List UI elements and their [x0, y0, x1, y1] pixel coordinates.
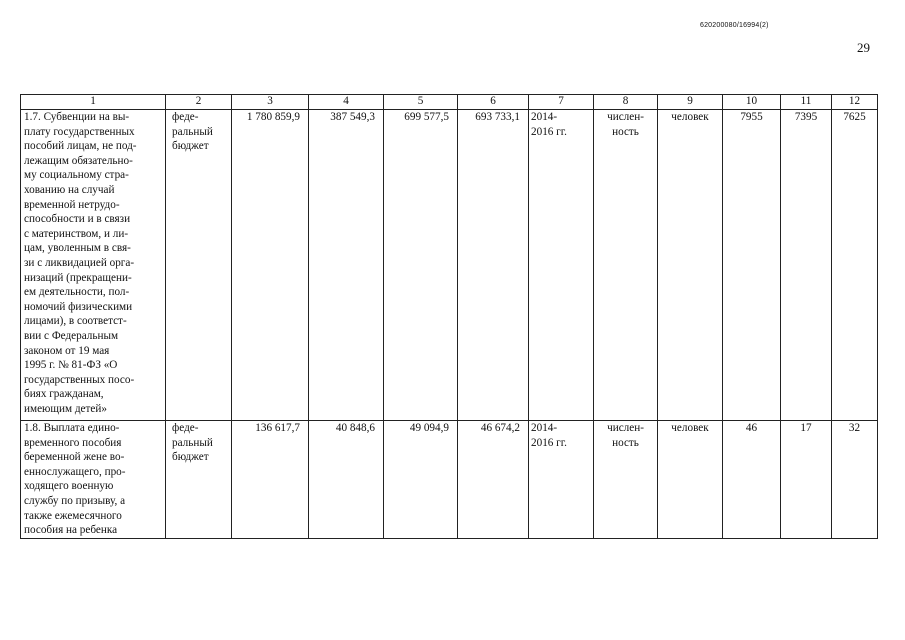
column-header: 10 [723, 95, 781, 110]
column-header: 11 [781, 95, 832, 110]
measure-label: 1.8. Выплата едино- временного пособия беременной жене во- еннослужащего, про- ходящего военную службу по призыву, а также ежемесячного пособия на ребенка [21, 421, 166, 539]
value-col12: 32 [832, 421, 878, 539]
unit: человек [658, 421, 723, 539]
total-amount: 1 780 859,9 [232, 110, 309, 421]
period: 2014- 2016 гг. [529, 421, 594, 539]
amount-col4: 40 848,6 [309, 421, 384, 539]
unit: человек [658, 110, 723, 421]
column-header: 2 [166, 95, 232, 110]
amount-col4: 387 549,3 [309, 110, 384, 421]
column-header: 7 [529, 95, 594, 110]
total-amount: 136 617,7 [232, 421, 309, 539]
amount-col6: 693 733,1 [458, 110, 529, 421]
funding-source: феде- ральный бюджет [166, 110, 232, 421]
column-number-row [21, 95, 878, 110]
column-header: 4 [309, 95, 384, 110]
value-col10: 46 [723, 421, 781, 539]
indicator: числен- ность [594, 421, 658, 539]
measure-label: 1.7. Субвенции на вы- плату государственных пособий лицам, не под- лежащим обязательно- му социальному стра- хованию на случай временной нетрудо- способности и в связи с материнством, и ли- цам, уволенным в свя- зи с ликвидацией орга- низаций (прекращени- ем деятельности, пол- номочий физическими лицами), в соответст- вии с Федеральным законом от 19 мая 1995 г. № 81-ФЗ «О государственных посо- биях гражданам, имеющим детей» [21, 110, 166, 421]
amount-col5: 49 094,9 [384, 421, 458, 539]
amount-col6: 46 674,2 [458, 421, 529, 539]
value-col12: 7625 [832, 110, 878, 421]
page-number: 29 [857, 40, 870, 55]
funding-source: феде- ральный бюджет [166, 421, 232, 539]
period: 2014- 2016 гг. [529, 110, 594, 421]
table-row [21, 110, 878, 421]
column-header: 5 [384, 95, 458, 110]
program-table [20, 94, 878, 539]
value-col11: 7395 [781, 110, 832, 421]
document-id: 620200080/16994(2) [700, 22, 769, 29]
table-row [21, 421, 878, 539]
column-header: 6 [458, 95, 529, 110]
column-header: 3 [232, 95, 309, 110]
amount-col5: 699 577,5 [384, 110, 458, 421]
column-header: 12 [832, 95, 878, 110]
column-header: 1 [21, 95, 166, 110]
column-header: 9 [658, 95, 723, 110]
column-header: 8 [594, 95, 658, 110]
value-col10: 7955 [723, 110, 781, 421]
indicator: числен- ность [594, 110, 658, 421]
value-col11: 17 [781, 421, 832, 539]
